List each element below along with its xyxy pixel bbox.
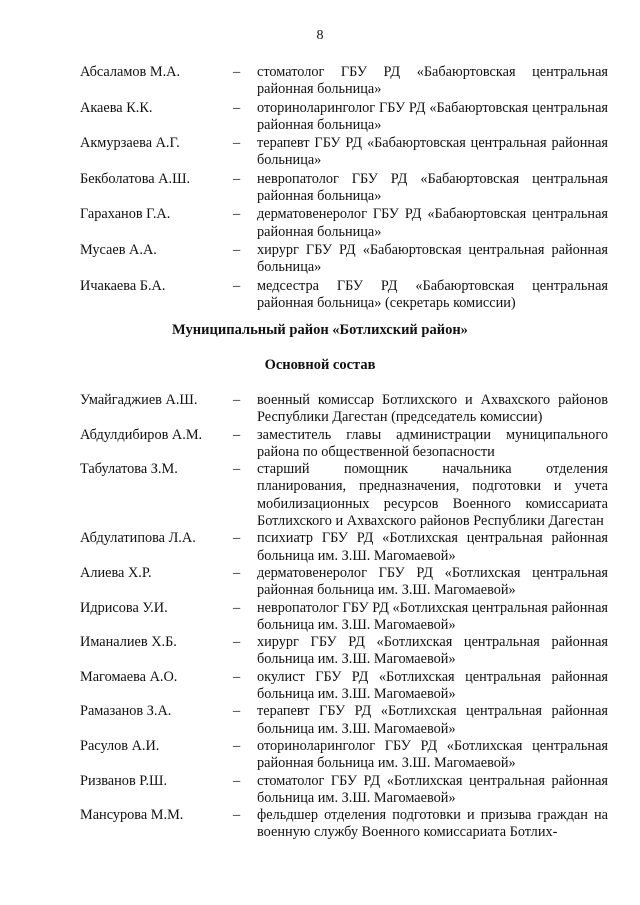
dash-separator: – — [233, 206, 241, 223]
dash-separator: – — [233, 668, 241, 685]
member-name: Абдулатипова Л.А. — [80, 530, 196, 547]
member-entry — [80, 135, 608, 170]
dash-separator: – — [233, 599, 241, 616]
main-composition-heading: Основной состав — [264, 357, 376, 373]
commission-list-botlikh — [80, 392, 608, 842]
member-entry — [80, 278, 608, 313]
member-name: Магомаева А.О. — [80, 668, 178, 685]
member-name: Акаева К.К. — [80, 99, 153, 116]
member-entry — [80, 634, 608, 669]
member-position: терапевт ГБУ РД «Ботлихская центральная районная больница им. З.Ш. Магомаевой» — [257, 703, 608, 737]
member-name: Идрисова У.И. — [80, 599, 168, 616]
page-number: 8 — [316, 28, 324, 43]
dash-separator: – — [233, 170, 241, 187]
dash-separator: – — [233, 530, 241, 547]
dash-separator: – — [233, 135, 241, 152]
member-position: окулист ГБУ РД «Ботлихская центральная районная больница им. З.Ш. Магомаевой» — [257, 668, 608, 703]
member-position: хирург ГБУ РД «Ботлихская центральная районная больница им. З.Ш. Магомаевой» — [257, 634, 608, 668]
dash-separator: – — [233, 564, 241, 581]
member-entry — [80, 530, 608, 565]
member-name: Умайгаджиев А.Ш. — [80, 392, 198, 408]
dash-separator: – — [233, 737, 241, 754]
member-entry — [80, 807, 608, 842]
member-entry — [80, 206, 608, 241]
member-entry — [80, 427, 608, 462]
district-heading: Муниципальный район «Ботлихский район» — [172, 322, 468, 338]
dash-separator: – — [233, 634, 241, 651]
member-position: стоматолог ГБУ РД «Бабаюртовская центральная районная больница» — [257, 64, 608, 98]
member-position: хирург ГБУ РД «Бабаюртовская центральная районная больница» — [257, 241, 608, 276]
dash-separator: – — [233, 277, 241, 294]
member-position: невропатолог ГБУ РД «Ботлихская центральная районная больница им. З.Ш. Магомаевой» — [257, 599, 608, 633]
member-entry — [80, 773, 608, 808]
member-position: стоматолог ГБУ РД «Ботлихская центральная районная больница им. З.Ш. Магомаевой» — [257, 772, 608, 806]
member-position: медсестра ГБУ РД «Бабаюртовская центральная районная больница» (секретарь комиссии) — [257, 277, 608, 311]
member-name: Табулатова З.М. — [80, 461, 178, 478]
member-name: Абсаламов М.А. — [80, 64, 181, 80]
dash-separator: – — [233, 426, 241, 443]
member-entry — [80, 392, 608, 427]
member-position: дерматовенеролог ГБУ РД «Ботлихская центральная районная больница им. З.Ш. Магомаевой» — [257, 564, 608, 599]
member-name: Мансурова М.М. — [80, 807, 184, 824]
member-entry — [80, 64, 608, 99]
dash-separator: – — [233, 772, 241, 789]
member-position: фельдшер отделения подготовки и призыва граждан на военную службу Военного комиссариата Ботлих- — [257, 807, 608, 841]
member-position: терапевт ГБУ РД «Бабаюртовская центральная районная больница» — [257, 135, 608, 169]
member-name: Ризванов Р.Ш. — [80, 772, 168, 789]
dash-separator: – — [233, 461, 241, 478]
member-entry — [80, 738, 608, 773]
member-entry — [80, 669, 608, 704]
member-position: невропатолог ГБУ РД «Бабаюртовская центральная районная больница» — [257, 170, 608, 205]
member-entry — [80, 461, 608, 530]
member-entry — [80, 703, 608, 738]
member-entry — [80, 100, 608, 135]
dash-separator: – — [233, 807, 241, 824]
member-entry — [80, 600, 608, 635]
member-name: Рамазанов З.А. — [80, 703, 172, 720]
member-name: Гараханов Г.А. — [80, 206, 171, 223]
member-position: заместитель главы администрации муниципального района по общественной безопасности — [257, 426, 608, 460]
member-position: оториноларинголог ГБУ РД «Ботлихская центральная районная больница им. З.Ш. Магомаевой» — [257, 737, 608, 772]
member-position: психиатр ГБУ РД «Ботлихская центральная районная больница им. З.Ш. Магомаевой» — [257, 530, 608, 564]
commission-list-babayurt — [80, 64, 608, 312]
member-name: Мусаев А.А. — [80, 241, 157, 258]
dash-separator: – — [233, 64, 241, 80]
member-name: Иманалиев Х.Б. — [80, 634, 177, 651]
member-entry — [80, 242, 608, 277]
member-name: Бекболатова А.Ш. — [80, 170, 191, 187]
member-position: военный комиссар Ботлихского и Ахвахского районов Республики Дагестан (председатель комиссии) — [257, 392, 608, 426]
member-name: Абдулдибиров А.М. — [80, 426, 203, 443]
member-position: оториноларинголог ГБУ РД «Бабаюртовская центральная районная больница» — [257, 99, 608, 133]
dash-separator: – — [233, 392, 241, 408]
member-name: Ичакаева Б.А. — [80, 277, 166, 294]
dash-separator: – — [233, 99, 241, 116]
member-entry — [80, 565, 608, 600]
dash-separator: – — [233, 703, 241, 720]
member-position: дерматовенеролог ГБУ РД «Бабаюртовская центральная районная больница» — [257, 206, 608, 240]
member-position: старший помощник начальника отделения планирования, предназначения, подготовки и учета мобилизационных ресурсов Военного комиссариата Ботлихского и Ахвахского районов Республики Дагестан — [257, 461, 608, 530]
member-name: Акмурзаева А.Г. — [80, 135, 180, 152]
member-name: Алиева Х.Р. — [80, 564, 152, 581]
member-entry — [80, 171, 608, 206]
member-name: Расулов А.И. — [80, 737, 160, 754]
dash-separator: – — [233, 241, 241, 258]
